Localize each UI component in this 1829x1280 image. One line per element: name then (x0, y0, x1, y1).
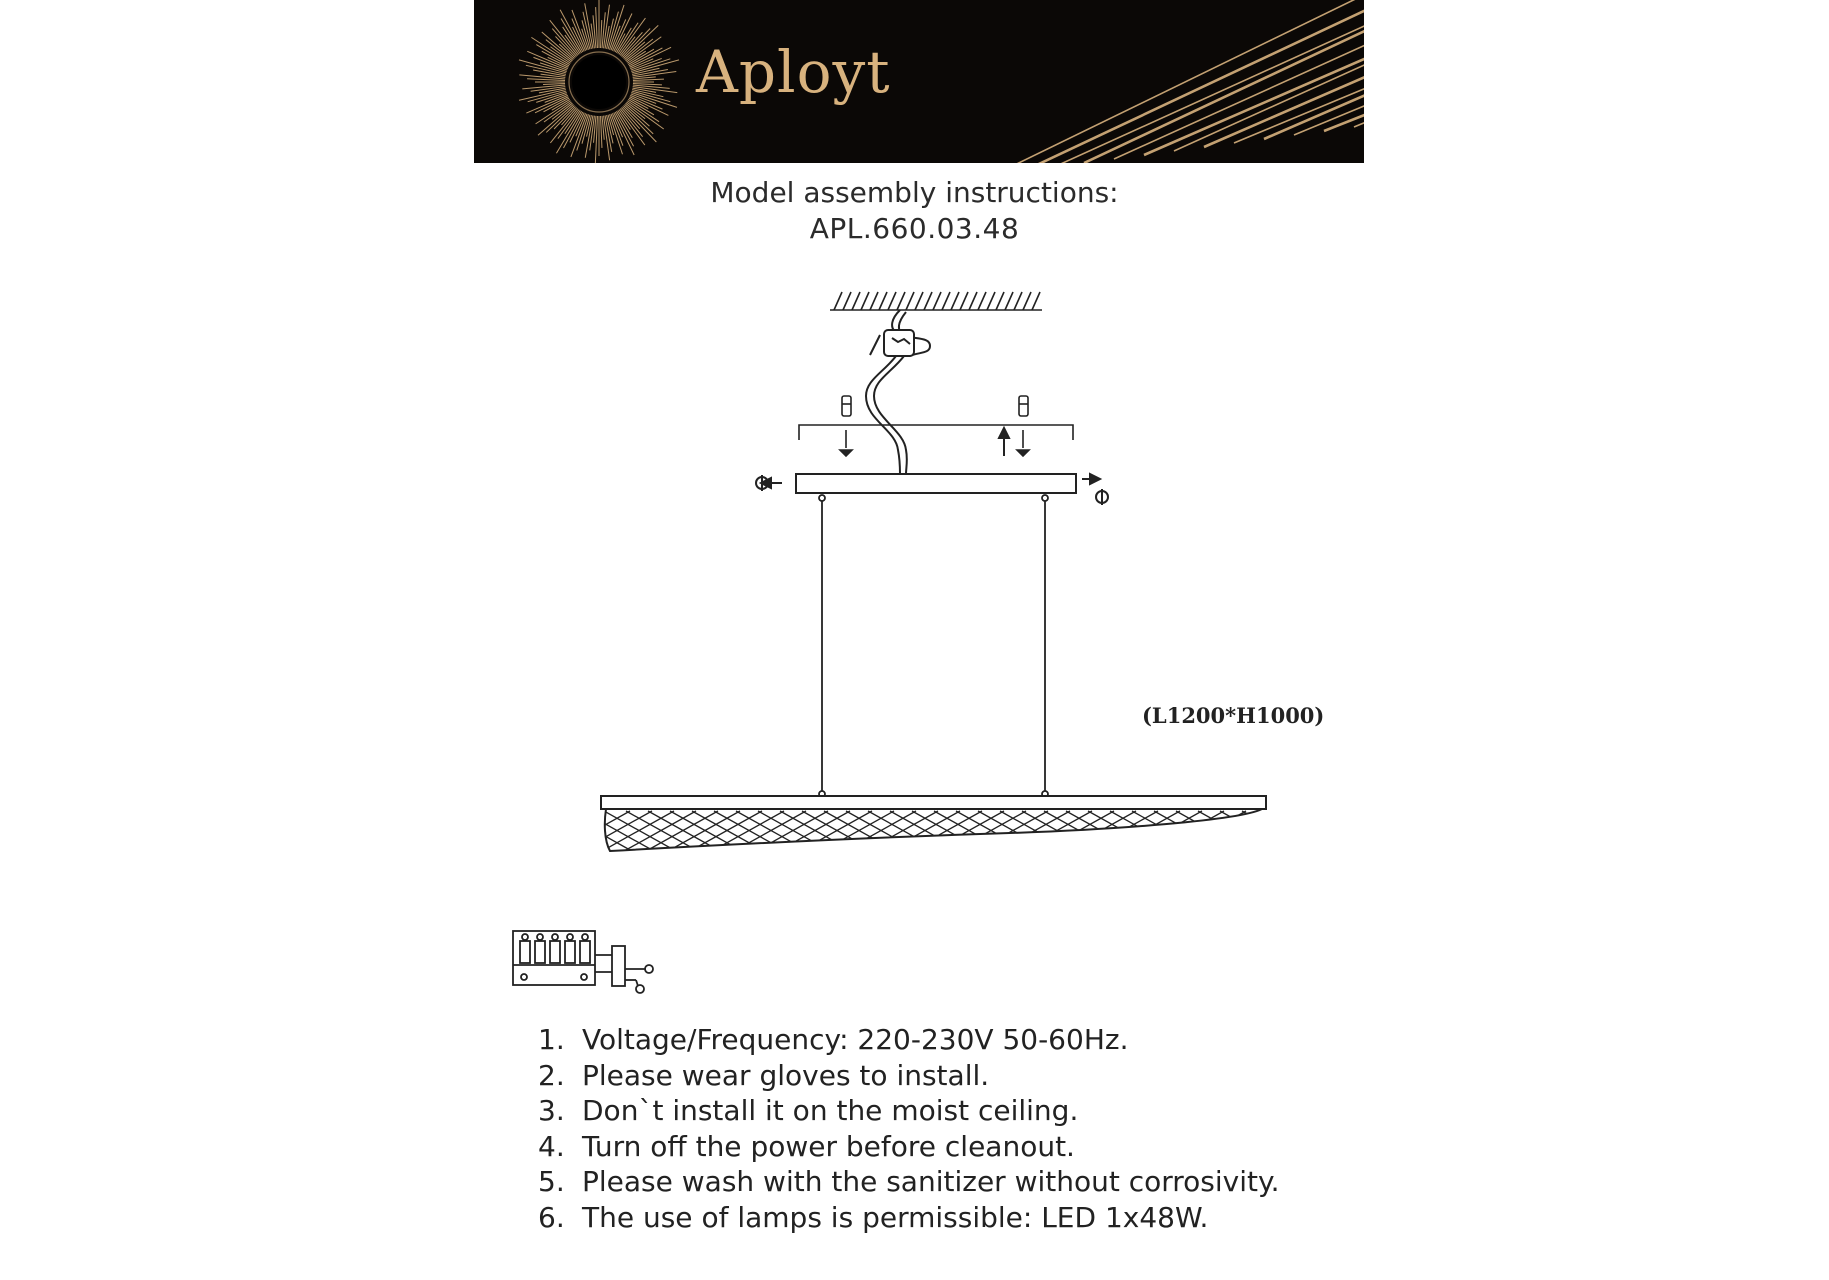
brand-logo-text: Aployt (696, 38, 891, 106)
list-item-number: 1. (538, 1023, 565, 1056)
canopy-bar (796, 474, 1076, 493)
list-item (538, 1164, 1279, 1200)
mounting-bracket (799, 425, 1073, 440)
list-item-text: Turn off the power before cleanout. (582, 1129, 1075, 1163)
list-item (538, 1129, 1279, 1165)
dimensions-label: (L1200*H1000) (1142, 703, 1325, 728)
list-item-number: 2. (538, 1058, 565, 1092)
list-item-text: Please wash with the sanitizer without corrosivity. (582, 1165, 1280, 1198)
page-title: Model assembly instructions: (710, 176, 1119, 209)
list-item-text: Voltage/Frequency: 220-230V 50-60Hz. (582, 1023, 1129, 1056)
list-item-text: Please wear gloves to install. (582, 1058, 990, 1092)
list-item-number: 5. (538, 1165, 565, 1198)
list-item-text: Don`t install it on the moist ceiling. (582, 1094, 1079, 1127)
list-item-text: The use of lamps is permissible: LED 1x48W. (582, 1200, 1209, 1234)
list-item (538, 1093, 1279, 1129)
list-item-number: 4. (538, 1129, 565, 1163)
list-item (538, 1058, 1279, 1094)
ceiling-hatch-icon (830, 292, 1042, 310)
list-item (538, 1022, 1279, 1058)
list-item (538, 1200, 1279, 1236)
list-item-number: 6. (538, 1200, 565, 1234)
suspension-wires (819, 495, 1048, 797)
model-number: APL.660.03.48 (809, 212, 1020, 245)
power-cable-icon (866, 310, 930, 474)
wiring-terminal-block-icon (513, 931, 653, 993)
list-item-number: 3. (538, 1094, 565, 1127)
instructions-list (538, 1022, 1279, 1235)
lamp-body (560, 796, 1356, 851)
